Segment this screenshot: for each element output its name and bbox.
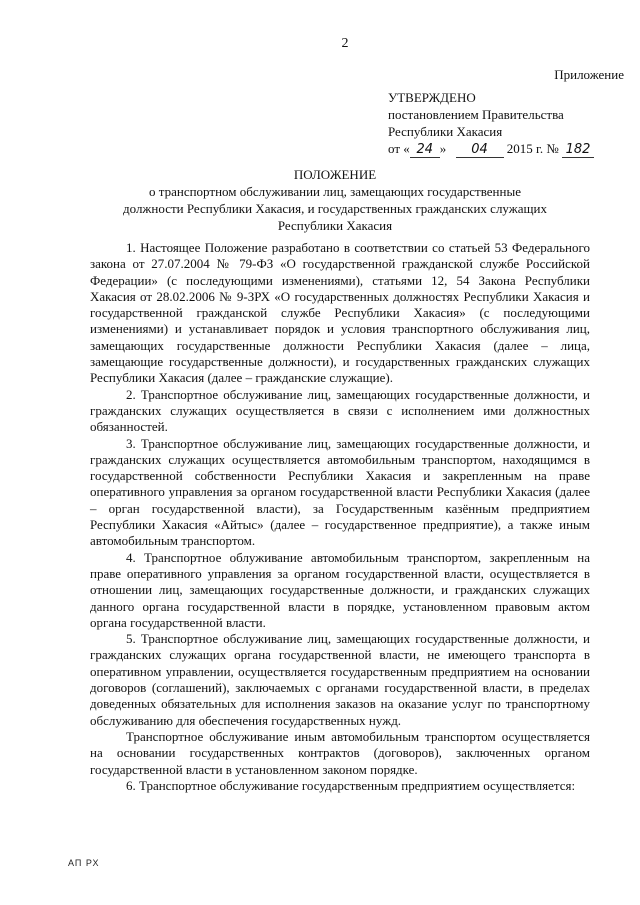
paragraph-5: 5. Транспортное обслуживание лиц, замещающих государственные должности, и гражданских служащих органа государственной власти, не имеющего транспорта в оперативном управлении, осуществляется государственным предприятием на основании договоров (соглашений), заключаемых с органами государственной власти, в пределах доведенных обязательных для исполнения заказов на оказание услуг по транспортному обслуживанию для обеспечения государственных нужд. (90, 631, 590, 728)
date-mid: » (439, 141, 447, 156)
title-block (120, 166, 550, 234)
paragraph-3: 3. Транспортное обслуживание лиц, замещающих государственные должности, и гражданских служащих осуществляется автомобильным транспортом, находящимся в государственной собственности Республики Хакасия и закрепленным на праве оперативного управления за органом государственной власти Республики Хакасия (далее – орган государственной власти), за Государственным казённым предприятием Республики Хакасия «Айтыс» (далее – государственное предприятие), а также иным автомобильным транспортом. (90, 435, 590, 549)
paragraph-4: 4. Транспортное облуживание автомобильным транспортом, закрепленным на праве оперативного управления за органом государственной власти, осуществляется в отношении лиц, замещающих государственные должности, и гражданских служащих данного органа государственной власти в порядке, установленном правовым актом органа государственной власти. (90, 549, 590, 630)
approval-block (388, 66, 624, 158)
handwritten-day: 24 (410, 143, 440, 158)
approved-label: УТВЕРЖДЕНО (388, 90, 476, 105)
document-subtitle: о транспортном обслуживании лиц, замещающих государственные должности Республики Хакасия, и государственных гражданских служащих Республики Хакасия (123, 184, 547, 233)
appendix-label: Приложение (554, 67, 624, 82)
document-heading: ПОЛОЖЕНИЕ (293, 167, 377, 182)
approval-line-1: постановлением Правительства (388, 107, 564, 122)
year-text: 2015 г. № (506, 141, 559, 156)
document-body (90, 240, 590, 794)
handwritten-month: 04 (456, 143, 504, 158)
date-prefix: от « (388, 141, 410, 156)
approval-date-line (388, 140, 624, 158)
paragraph-1: 1. Настоящее Положение разработано в соответствии со статьей 53 Федерального закона от 27.07.2004 № 79-ФЗ «О государственной гражданской службе Российской Федерации» (с последующими изменениями), статьями 12, 54 Закона Республики Хакасия от 28.02.2006 № 9-ЗРХ «О государственных должностях Республики Хакасия и государственной гражданской службе Республики Хакасия» (с последующими изменениями) и устанавливает порядок и условия транспортного обслуживания лиц, замещающих государственные должности Республики Хакасия (далее – лица, замещающие государственные должности), и государственных гражданских служащих Республики Хакасия (далее – гражданские служащие). (90, 240, 590, 386)
page-number: 2 (341, 36, 349, 51)
paragraph-5-continued: Транспортное обслуживание иным автомобильным транспортом осуществляется на основании государственных контрактов (договоров), заключенных органом государственной власти в установленном законом порядке. (90, 728, 590, 777)
paragraph-2: 2. Транспортное обслуживание лиц, замещающих государственные должности, и гражданских служащих осуществляется в связи с исполнением ими должностных обязанностей. (90, 386, 590, 435)
paragraph-6: 6. Транспортное обслуживание государственным предприятием осуществляется: (126, 777, 576, 793)
approval-line-2: Республики Хакасия (388, 124, 503, 139)
footer-mark: АП РХ (68, 858, 100, 868)
handwritten-number: 182 (562, 143, 594, 158)
